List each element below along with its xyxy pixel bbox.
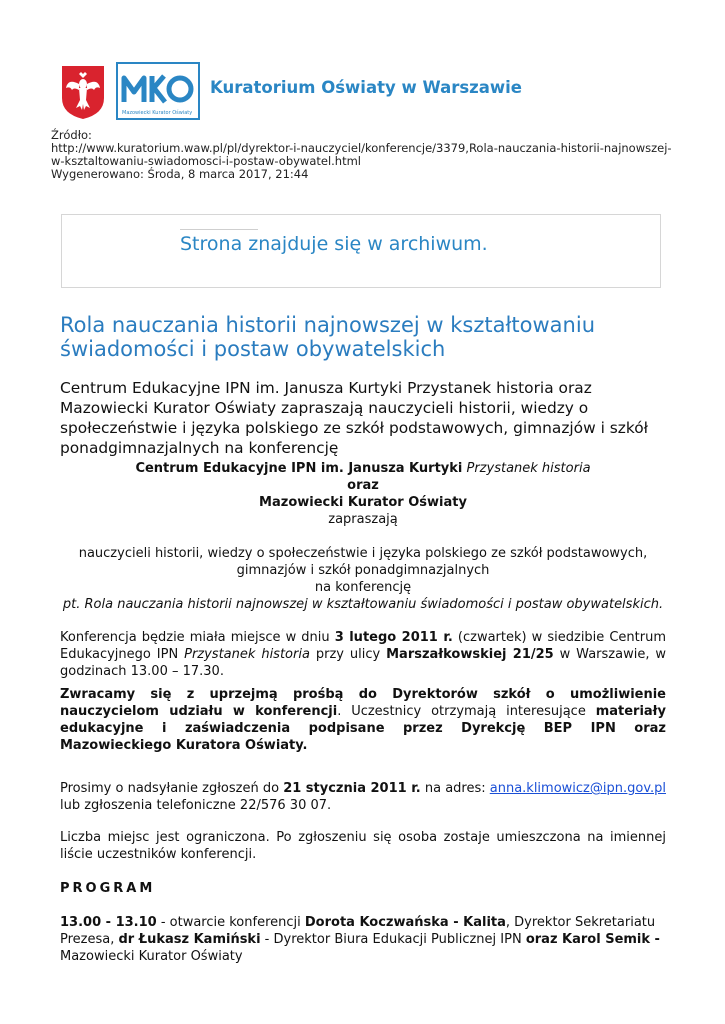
paragraph-venue: Konferencja będzie miała miejsce w dniu 3 lutego 2011 r. (czwartek) w siedzibie Centrum Edukacyjnego IPN Przystanek historia przy ulicy Marszałkowskiej 21/25 w Warszawie, w godzinach 13.00 – 17.30. bbox=[60, 630, 667, 679]
mko-logo-mark bbox=[118, 68, 198, 110]
source-url: http://www.kuratorium.waw.pl/pl/dyrektor-i-nauczyciel/konferencje/3379,Rola-nauczania-historii-najnowszej-w-ksztaltowaniu-swiadomosci-i-postaw-obywatel.html bbox=[51, 141, 672, 168]
program-time: 13.00 - 13.10 bbox=[60, 915, 157, 930]
email-link[interactable]: anna.klimowicz@ipn.gov.pl bbox=[489, 781, 666, 796]
conference-date: 3 lutego 2011 r. bbox=[334, 630, 453, 645]
article-title: Rola nauczania historii najnowszej w kształtowaniu świadomości i postaw obywatelskich bbox=[60, 313, 595, 361]
program-item: 13.00 - 13.10 - otwarcie konferencji Dorota Koczwańska - Kalita, Dyrektor Sekretariatu Prezesa, dr Łukasz Kamiński - Dyrektor Biura Edukacji Publicznej IPN oraz Karol Semik - Mazowiecki Kurator Oświaty bbox=[60, 915, 660, 964]
invitation-topic: pt. Rola nauczania historii najnowszej w kształtowaniu świadomości i postaw obywatelskich. bbox=[62, 597, 664, 612]
invitation-audience-2: gimnazjów i szkół ponadgimnazjalnych bbox=[236, 563, 490, 578]
page-header bbox=[60, 62, 700, 122]
generated-date: Wygenerowano: Środa, 8 marca 2017, 21:44 bbox=[51, 167, 309, 181]
archive-notice-box bbox=[61, 214, 661, 288]
source-label: Źródło: bbox=[51, 128, 92, 142]
divider bbox=[180, 229, 258, 230]
invitation-curator: Mazowiecki Kurator Oświaty bbox=[259, 495, 467, 510]
paragraph-limited: Liczba miejsc jest ograniczona. Po zgłoszeniu się osoba zostaje umieszczona na imiennej liście uczestników konferencji. bbox=[60, 830, 666, 862]
conference-street: Marszałkowskiej 21/25 bbox=[386, 647, 554, 662]
invitation-organizer-italic: Przystanek historia bbox=[466, 461, 591, 476]
invitation-block bbox=[60, 460, 666, 613]
paragraph-request: Zwracamy się z uprzejmą prośbą do Dyrektorów szkół o umożliwienie nauczycielom udziału w konferencji. Uczestnicy otrzymają interesujące materiały edukacyjne i zaświadczenia podpisane przez Dyrekcję BEP IPN oraz Mazowieckiego Kuratora Oświaty. bbox=[60, 687, 666, 753]
invitation-conference: na konferencję bbox=[314, 580, 412, 595]
paragraph-registration: Prosimy o nadsyłanie zgłoszeń do 21 stycznia 2011 r. na adres: anna.klimowicz@ipn.gov.pl lub zgłoszenia telefoniczne 22/576 30 07. bbox=[60, 781, 666, 813]
invitation-and: oraz bbox=[347, 478, 379, 493]
logo-subtitle: Mazowiecki Kurator Oświaty bbox=[122, 110, 193, 116]
program-heading: PROGRAM bbox=[60, 881, 156, 896]
registration-deadline: 21 stycznia 2011 r. bbox=[283, 781, 421, 796]
article-lead: Centrum Edukacyjne IPN im. Janusza Kurtyki Przystanek historia oraz Mazowiecki Kurator Oświaty zapraszają nauczycieli historii, wiedzy o społeczeństwie i języka polskiego ze szkół podstawowych, gimnazjów i szkół ponadgimnazjalnych na konferencję bbox=[60, 379, 648, 457]
invitation-invite: zapraszają bbox=[328, 512, 398, 527]
invitation-audience: nauczycieli historii, wiedzy o społeczeństwie i języka polskiego ze szkół podstawowych, bbox=[78, 546, 648, 561]
invitation-organizer: Centrum Edukacyjne IPN im. Janusza Kurtyki bbox=[135, 461, 463, 476]
archive-notice: Strona znajduje się w archiwum. bbox=[180, 233, 488, 255]
source-info bbox=[51, 129, 676, 181]
brand-name: Kuratorium Oświaty w Warszawie bbox=[210, 78, 523, 97]
polish-eagle-emblem-icon bbox=[60, 64, 106, 120]
mko-logo bbox=[116, 62, 200, 120]
